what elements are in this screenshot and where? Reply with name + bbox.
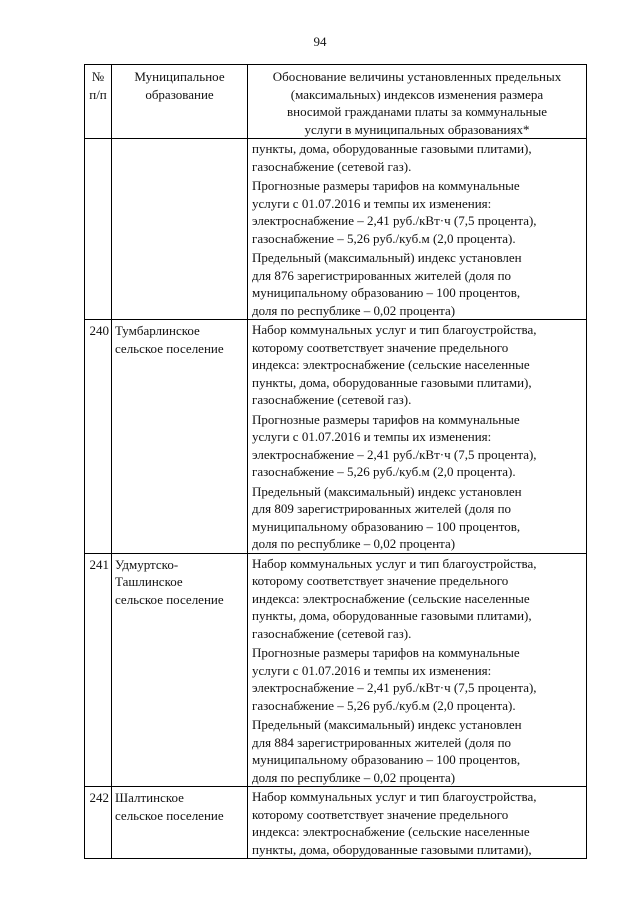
justification-paragraph: Предельный (максимальный) индекс установлен для 876 зарегистрированных жителей (доля по муниципальному образованию – 100 процентов, доля по республике – 0,02 процента) (252, 250, 522, 318)
header-justification: Обоснование величины установленных предельных (максимальных) индексов изменения размера вносимой гражданами платы за коммунальные услуги в муниципальных образованиях* (248, 65, 587, 139)
justification-paragraph: Набор коммунальных услуг и тип благоустройства, которому соответствует значение предельного индекса: электроснабжение (сельские населенные пункты, дома, оборудованные газовыми плитами), (252, 789, 537, 857)
table-row (85, 320, 587, 554)
municipality-name: Тумбарлинское сельское поселение (112, 320, 248, 554)
row-number (85, 139, 112, 320)
justification-paragraph: Прогнозные размеры тарифов на коммунальные услуги с 01.07.2016 и темпы их изменения: электроснабжение – 2,41 руб./кВт·ч (7,5 процента), газоснабжение – 5,26 руб./куб.м (2,0 процента). (252, 411, 537, 479)
justification-paragraph: Набор коммунальных услуг и тип благоустройства, которому соответствует значение предельного индекса: электроснабжение (сельские населенные пункты, дома, оборудованные газовыми плитами), газоснабжение (сетевой газ). (252, 555, 537, 641)
justification-cell (248, 139, 587, 320)
justification-paragraph: пункты, дома, оборудованные газовыми плитами), газоснабжение (сетевой газ). (252, 141, 532, 174)
justification-paragraph: Предельный (максимальный) индекс установлен для 884 зарегистрированных жителей (доля по муниципальному образованию – 100 процентов, доля по республике – 0,02 процента) (252, 717, 522, 785)
table-header-row (85, 65, 587, 139)
table-row (85, 139, 587, 320)
municipality-name: Шалтинское сельское поселение (112, 787, 248, 859)
page-number: 94 (313, 34, 327, 49)
row-number: 241 (85, 553, 112, 787)
header-municipality: Муниципальное образование (112, 65, 248, 139)
municipality-name: Удмуртско- Ташлинское сельское поселение (112, 553, 248, 787)
justification-paragraph: Прогнозные размеры тарифов на коммунальные услуги с 01.07.2016 и темпы их изменения: электроснабжение – 2,41 руб./кВт·ч (7,5 процента), газоснабжение – 5,26 руб./куб.м (2,0 процента). (252, 178, 537, 246)
justification-cell (248, 787, 587, 859)
row-number: 240 (85, 320, 112, 554)
justification-cell (248, 320, 587, 554)
table-row (85, 787, 587, 859)
municipality-name (112, 139, 248, 320)
row-number: 242 (85, 787, 112, 859)
justification-paragraph: Предельный (максимальный) индекс установлен для 809 зарегистрированных жителей (доля по муниципальному образованию – 100 процентов, доля по республике – 0,02 процента) (252, 483, 522, 551)
header-number: № п/п (85, 65, 112, 139)
table-row (85, 553, 587, 787)
tariff-index-table (84, 64, 587, 859)
justification-paragraph: Набор коммунальных услуг и тип благоустройства, которому соответствует значение предельного индекса: электроснабжение (сельские населенные пункты, дома, оборудованные газовыми плитами), газоснабжение (сетевой газ). (252, 322, 537, 407)
justification-paragraph: Прогнозные размеры тарифов на коммунальные услуги с 01.07.2016 и темпы их изменения: электроснабжение – 2,41 руб./кВт·ч (7,5 процента), газоснабжение – 5,26 руб./куб.м (2,0 процента). (252, 645, 537, 713)
justification-cell (248, 553, 587, 787)
